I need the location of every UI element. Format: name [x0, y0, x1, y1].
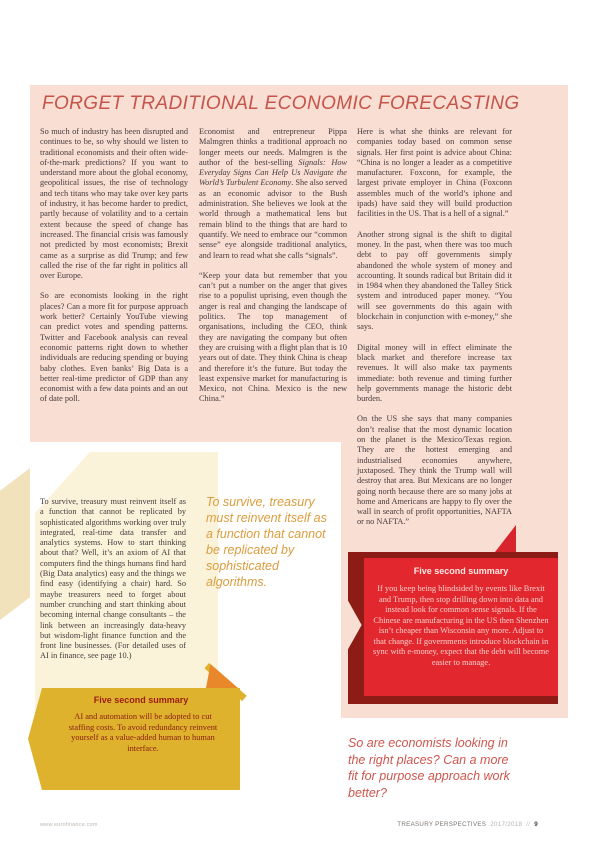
paragraph: To survive, treasury must reinvent itself as a function that cannot be replicated by sophisticated algorithms working over truly integrated, real-time data transfer and analytics systems. How to start thinking about that? Well, it’s an axiom of AI that computers find the things humans find hard (Big Data analytics) easy and the things we find easy (identifying a chair) hard. So maybe treasurers need to forget about number crunching and start thinking about becoming internal change consultants – the link between an increasingly data-heavy but wisdom-light finance function and the front line businesses. (For detailed uses of AI in finance, see page 10.)	[40, 497, 186, 661]
paragraph-text: Economist and entrepreneur Pippa Malmgren thinks a traditional approach no longer meets our needs. Malmgren is the author of the best-selling	[199, 127, 347, 167]
pull-quote-gold: To survive, treasury must reinvent itself as a function that cannot be replicated by sophisticated algorithms.	[206, 495, 327, 589]
banner-red-shape	[364, 558, 558, 696]
footer-website: www.eurofinance.com	[40, 822, 98, 828]
paragraph	[199, 127, 347, 261]
article-title: FORGET TRADITIONAL ECONOMIC FORECASTING	[42, 93, 520, 114]
pull-quote-coral: So are economists looking in the right places? Can a more fit for purpose approach work better?	[348, 736, 510, 800]
book-title: Signals: How Everyday Signs Can Help Us Navigate the World’s Turbulent Economy	[199, 157, 348, 188]
folded-corner-icon	[206, 664, 238, 688]
paragraph-text: . She also served as an economic advisor to the Bush administration. She believes we look at the world through a mathematical lens but remain blind to the things that are hard to quantify. We need to embrace our “common sense” eye alongside traditional analytics, and learn to read what she calls “signals”.	[199, 178, 347, 260]
summary-heading: Five second summary	[413, 566, 509, 576]
summary-banner-left	[28, 662, 240, 790]
footer-publication-title: TREASURY PERSPECTIVES	[397, 821, 487, 828]
column-1	[40, 127, 188, 405]
tan-edge-wedge	[0, 468, 30, 620]
summary-body: If you keep being blindsided by events like Brexit and Trump, then stop drilling down into data and instead look for common sense signals. If the Chinese are manufacturing in the US then Shenzhen isn’t cheaper than Wisconsin any more. Adjust to that change. If governments introduce blockchain in sync with e-money, expect that the debt will become easier to manage.	[373, 584, 549, 667]
footer-publication-info	[397, 821, 538, 828]
column-3	[357, 127, 512, 528]
summary-heading: Five second summary	[93, 695, 189, 705]
paragraph: On the US she says that many companies don’t realise that the most dynamic location on the planet is the Mexico/Texas region. They are the hottest emerging and industrialised economies anywhere, juxtaposed. They think the Trump wall will destroy that area. But Mexicans are no longer going north because there are so many jobs at home and Americans are happy to fly over the wall in search of profit opportunities, NAFTA or no NAFTA.”	[357, 414, 512, 527]
footer-separator: //	[526, 821, 531, 828]
footer-page-number: 9	[534, 821, 538, 828]
summary-body: AI and automation will be adopted to cut staffing costs. To avoid redundancy reinvent yourself as a value-added human to human interface.	[68, 712, 218, 753]
paragraph: Another strong signal is the shift to digital money. In the past, when there was too much debt to pay off governments simply abandoned the whole system of money and accounting. It sounds radical but Britain did it in 1984 when they abandoned the Talley Stick system and introduced paper money. “You will see governments do this again with blockchain in conjunction with e-money,” she says.	[357, 229, 512, 332]
paragraph: So are economists looking in the right places? Can a more fit for purpose approach work better? Certainly YouTube viewing can predict votes and spending patterns. Twitter and Facebook analysis can reveal economic patterns right down to whether individuals are reducing spending or buying baby clothes. Even banks’ Big Data is a better real-time predictor of GDP than any economist with a few data points and an out of date poll.	[40, 291, 188, 404]
paragraph: “Keep your data but remember that you can’t put a number on the anger that gives rise to a populist uprising, even though the anger is real and changing the landscape of politics. The top management of organisations, including the CEO, think they are navigating the company but often they are cruising with a flight plan that is 10 years out of date. They think China is cheap and therefore it’s the future. But today the least expensive market for manufacturing is Mexico, not China. Mexico is the new China.”	[199, 270, 347, 404]
paragraph: So much of industry has been disrupted and continues to be, so why should we listen to traditional economists and their often wide-of-the-mark predictions? If you want to understand more about the global economy, geopolitical issues, the rise of technology and tech titans who may take over key parts of industry, it has become harder to predict, partly because of volatility and to a certain extent because the speed of change has increased. The financial crisis was famously not predicted by most economists; Brexit came as a surprise as did Trump; and few called the rise of the far right in politics all over Europe.	[40, 127, 188, 281]
footer-edition: 2017/2018	[490, 821, 523, 828]
treasury-paragraph	[40, 497, 186, 662]
paragraph: Here is what she thinks are relevant for companies today based on common sense signals. Her first point is advice about China: “China is no longer a leader as a competitive manufacturer. Foxconn, for example, the largest private employer in China (Foxconn assembles much of the world’s iphone and ipads) have said they will build production facilities in the US. That is a hell of a signal.”	[357, 127, 512, 219]
column-2	[199, 127, 347, 405]
paragraph: Digital money will in effect eliminate the black market and therefore increase tax revenues. It will also make tax payments immediate: both revenue and timing further help governments manage the historic debt burden.	[357, 342, 512, 404]
